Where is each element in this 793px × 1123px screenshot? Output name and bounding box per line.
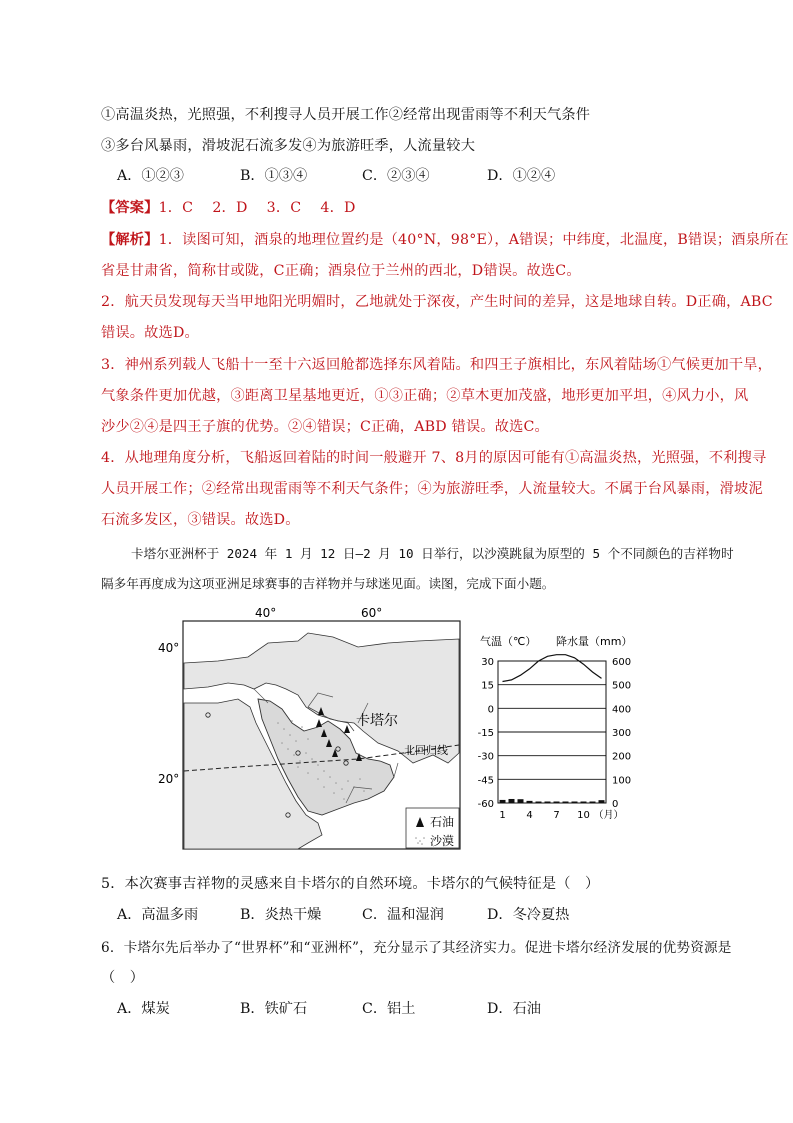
- chart-precip-bar: [563, 802, 569, 804]
- chart-precip-bar: [590, 802, 596, 804]
- chart-precip-bar: [599, 800, 605, 803]
- q4-choice-c: C．②③④: [362, 168, 430, 184]
- map-tropic-label: 北回归线: [404, 744, 448, 757]
- chart-right-tick: 500: [612, 680, 632, 692]
- q5-choice-d: D．冬冷夏热: [487, 907, 570, 923]
- analysis-tag: 【解析】: [101, 232, 159, 248]
- chart-left-tick: 30: [481, 657, 494, 668]
- answer-line: [101, 197, 356, 217]
- chart-x-tick: 7: [553, 810, 560, 821]
- chart-right-tick: 600: [612, 657, 632, 668]
- answer-text: 1．C 2．D 3．C 4．D: [158, 200, 356, 216]
- analysis-p2-line1: 2．航天员发现每天当甲地阳光明媚时，乙地就处于深夜，产生时间的差异，这是地球自转。D正确，ABC: [101, 294, 773, 310]
- chart-x-unit: （月）: [593, 810, 624, 821]
- q5-choice-a: A．高温多雨: [117, 907, 199, 923]
- chart-left-axis-label: 气温（℃）: [480, 635, 537, 648]
- chart-left-tick: -30: [477, 751, 494, 763]
- map-lon-label-60: 60°: [361, 606, 383, 620]
- intro-line-2: 隔多年再度成为这项亚洲足球赛事的吉祥物并与球迷见面。读图，完成下面小题。: [101, 576, 555, 591]
- chart-x-tick: 4: [526, 810, 533, 821]
- answer-tag: 【答案】: [101, 200, 159, 216]
- q6-choice-b: B．铁矿石: [240, 1001, 308, 1017]
- analysis-p3-line2: 气象条件更加优越，③距离卫星基地更近，①③正确；②草木更加茂盛，地形更加平坦，④风力小，风: [101, 388, 749, 404]
- chart-right-tick: 400: [612, 704, 632, 716]
- chart-precip-bar: [509, 799, 515, 803]
- q6-choice-d: D．石油: [487, 1001, 541, 1017]
- chart-precip-bar: [581, 802, 587, 804]
- chart-right-tick: 300: [612, 728, 632, 739]
- legend-desert-label: 沙漠: [430, 834, 455, 848]
- q4-option-text-1: ①高温炎热，光照强，不利搜寻人员开展工作②经常出现雷雨等不利天气条件: [101, 107, 591, 123]
- intro-line-1: 卡塔尔亚洲杯于 2024 年 1 月 12 日—2 月 10 日举行，以沙漠跳鼠为原型的 5 个不同颜色的吉祥物时: [131, 546, 734, 561]
- chart-precip-bar: [545, 802, 551, 804]
- q5-choice-b: B．炎热干燥: [240, 907, 322, 923]
- analysis-p1-line2: 省是甘肃省，简称甘或陇，C正确；酒泉位于兰州的西北，D错误。故选C。: [101, 263, 581, 279]
- chart-right-tick: 100: [612, 775, 632, 787]
- q4-option-text-2: ③多台风暴雨，滑坡泥石流多发④为旅游旺季，人流量较大: [101, 138, 476, 154]
- chart-left-tick: 15: [481, 680, 494, 692]
- chart-x-tick: 10: [577, 810, 590, 821]
- chart-left-tick: -45: [477, 775, 494, 787]
- q4-choice-d: D．①②④: [487, 168, 556, 184]
- analysis-p2-line2: 错误。故选D。: [101, 325, 199, 341]
- chart-precip-bar: [518, 799, 524, 803]
- chart-right-axis-label: 降水量（mm）: [556, 635, 633, 648]
- map-lat-label-40: 40°: [158, 641, 180, 655]
- q5-stem: 5．本次赛事吉祥物的灵感来自卡塔尔的自然环境。卡塔尔的气候特征是（ ）: [101, 876, 600, 892]
- q6-choice-c: C．铝土: [362, 1001, 416, 1017]
- q6-stem: 6．卡塔尔先后举办了“世界杯”和“亚洲杯”，充分显示了其经济实力。促进卡塔尔经济发展的优势资源是: [101, 940, 732, 956]
- chart-precip-bar: [572, 802, 578, 804]
- analysis-line: [101, 229, 789, 249]
- chart-precip-bar: [527, 801, 533, 803]
- map-lon-label-40: 40°: [255, 606, 277, 620]
- analysis-p3-line1: 3．神州系列载人飞船十一至十六返回舱都选择东风着陆。和四王子旗相比，东风着陆场①气候更加干旱，: [101, 357, 773, 373]
- chart-precip-bar: [554, 802, 560, 804]
- analysis-p1-line1: 1．读图可知，酒泉的地理位置约是（40°N，98°E），A错误；中纬度，北温度，B错误；酒泉所在: [158, 232, 789, 248]
- q6-stem-blank: （ ）: [101, 970, 145, 986]
- chart-right-tick: 0: [612, 799, 619, 810]
- qatar-region-map: [158, 603, 463, 851]
- map-qatar-label: 卡塔尔: [356, 713, 398, 729]
- analysis-p4-line2: 人员开展工作；②经常出现雷雨等不利天气条件；④为旅游旺季，人流量较大。不属于台风暴雨，滑坡泥: [101, 481, 763, 497]
- q4-choice-a: A．①②③: [117, 168, 184, 184]
- q4-choice-b: B．①③④: [240, 168, 308, 184]
- map-lat-label-20: 20°: [158, 772, 180, 786]
- q5-choice-c: C．温和湿润: [362, 907, 444, 923]
- q6-choice-a: A．煤炭: [117, 1001, 170, 1017]
- analysis-p4-line1: 4．从地理角度分析，飞船返回着陆的时间一般避开 7、8月的原因可能有①高温炎热，光照强，不利搜寻: [101, 450, 767, 466]
- chart-left-tick: 0: [487, 704, 494, 716]
- chart-precip-bar: [500, 800, 506, 803]
- chart-x-tick: 1: [499, 810, 506, 821]
- legend-oil-label: 石油: [430, 815, 455, 829]
- qatar-climate-chart: [470, 633, 640, 825]
- chart-right-tick: 200: [612, 751, 632, 763]
- chart-left-tick: -60: [477, 799, 494, 810]
- analysis-p4-line3: 石流多发区，③错误。故选D。: [101, 512, 300, 528]
- analysis-p3-line3: 沙少②④是四王子旗的优势。②④错误；C正确，ABD 错误。故选C。: [101, 419, 549, 435]
- chart-precip-bar: [536, 802, 542, 804]
- chart-left-tick: -15: [477, 728, 494, 739]
